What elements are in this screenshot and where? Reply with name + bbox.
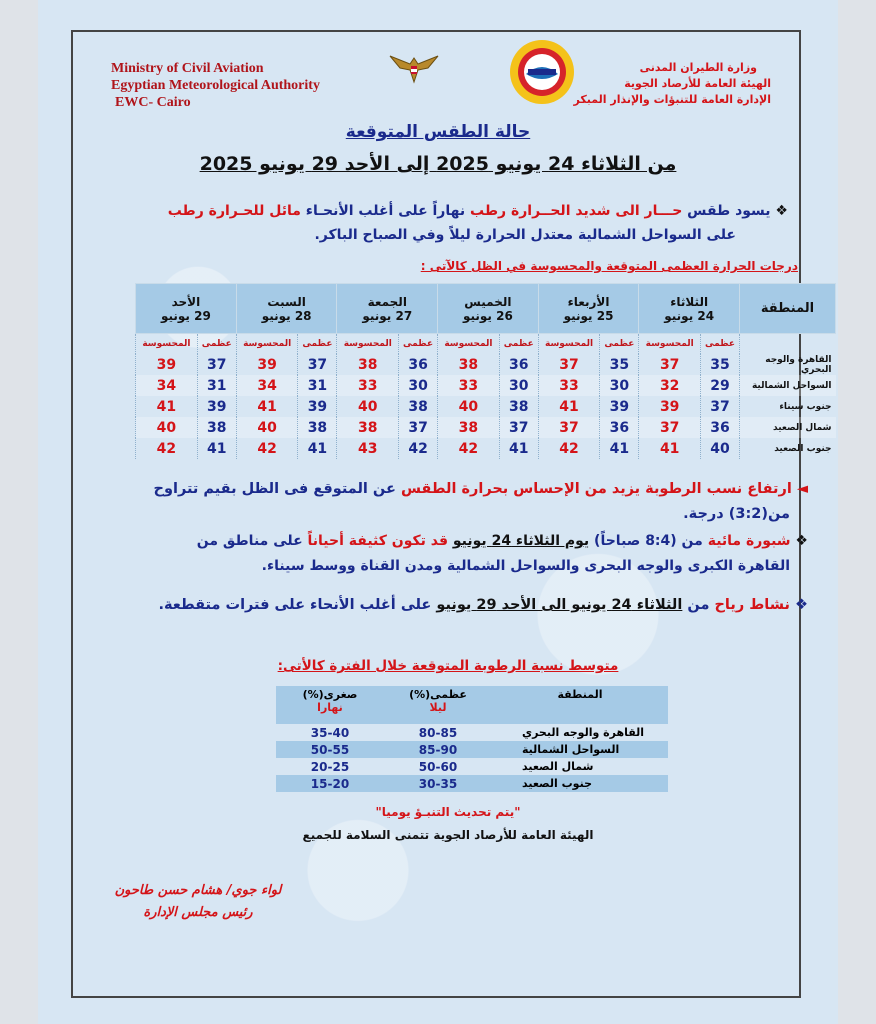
region-header: المنطقة <box>740 284 836 334</box>
fog-text: شبورة مائية <box>707 533 791 549</box>
table-cell: جنوب سيناء <box>740 396 836 417</box>
forecast-period: من الثلاثاء 24 يونيو 2025 إلى الأحد 29 يونيو 2025 <box>199 153 677 175</box>
header-ar <box>538 60 771 108</box>
table-cell: 33 <box>538 375 600 396</box>
table-cell: 42 <box>399 438 438 459</box>
table-cell: 43 <box>337 438 399 459</box>
table-cell: 38 <box>197 417 236 438</box>
table-cell: 35 <box>701 354 740 375</box>
table-cell: 40 <box>337 396 399 417</box>
table-cell: 38 <box>438 354 500 375</box>
note-text: عن المتوقع فى الظل بقيم تتراوح <box>153 481 401 497</box>
table-cell: 38 <box>499 396 538 417</box>
table-cell: 80-85 <box>418 725 458 740</box>
temperature-heading: درجات الحرارة العظمى المتوقعة والمحسوسة في الظل كالآتى : <box>420 259 798 273</box>
table-cell: 41 <box>538 396 600 417</box>
sub-feels: المحسوسة <box>538 334 600 355</box>
signature-block <box>98 880 298 924</box>
table-cell: 38 <box>399 396 438 417</box>
table-cell: 39 <box>298 396 337 417</box>
table-row <box>276 775 668 792</box>
day-header <box>639 284 740 334</box>
table-cell: 41 <box>600 438 639 459</box>
header-label: 29 يونيو <box>160 308 211 323</box>
table-row <box>276 758 668 775</box>
day-header <box>538 284 639 334</box>
bullet-text: يسود طقس <box>682 203 771 219</box>
table-cell: 15-20 <box>276 775 384 792</box>
table-cell: 39 <box>236 354 298 375</box>
fog-text: من (8:4 صباحاً) <box>589 533 708 549</box>
table-cell: 39 <box>197 396 236 417</box>
table-cell: 41 <box>639 438 701 459</box>
table-cell: جنوب الصعيد <box>492 775 668 792</box>
hum-region-header: المنطقة <box>492 686 668 724</box>
table-cell: 37 <box>639 354 701 375</box>
table-cell: 37 <box>197 354 236 375</box>
table-cell: 34 <box>136 375 198 396</box>
bullet-icon: ❖ <box>790 533 808 549</box>
header-label: ليلا <box>429 701 447 714</box>
wind-bullet <box>118 593 808 618</box>
table-cell: 39 <box>136 354 198 375</box>
bulletin-page <box>38 0 838 1024</box>
header-label: 25 يونيو <box>563 308 614 323</box>
table-cell: 40 <box>701 438 740 459</box>
header-label: الخميس <box>464 294 512 309</box>
arrow-icon: ◄ <box>791 481 808 497</box>
eagle-logo-icon <box>388 48 440 88</box>
table-cell: 40 <box>136 417 198 438</box>
header-ar-line: الإدارة العامة للتنبؤات والإنذار المبكر <box>573 93 771 106</box>
sub-max: عظمى <box>197 334 236 355</box>
note-text: من(3:2) درجة. <box>683 506 790 522</box>
sub-max: عظمى <box>701 334 740 355</box>
sub-feels: المحسوسة <box>236 334 298 355</box>
table-cell: 38 <box>438 417 500 438</box>
general-weather-bullet <box>118 199 788 247</box>
header-ar-line: وزارة الطيران المدنى <box>639 61 757 74</box>
table-cell: القاهرة والوجه البحري <box>740 354 836 375</box>
bullet-text: على السواحل الشمالية معتدل الحرارة ليلاً وفي الصباح الباكر. <box>314 227 736 243</box>
table-cell: 42 <box>236 438 298 459</box>
table-cell: 42 <box>136 438 198 459</box>
bullet-text: نهاراً على أغلب الأنحـاء <box>300 203 470 219</box>
table-cell: القاهرة والوجه البحري <box>522 726 645 739</box>
fog-text: على مناطق من <box>196 533 308 549</box>
table-cell: 35 <box>600 354 639 375</box>
humidity-note <box>118 477 808 527</box>
table-cell: 50-60 <box>418 759 458 774</box>
table-cell: شمال الصعيد <box>522 760 594 773</box>
table-cell: 36 <box>399 354 438 375</box>
table-cell: 34 <box>236 375 298 396</box>
sub-max: عظمى <box>499 334 538 355</box>
header-label: الأربعاء <box>567 294 610 309</box>
table-cell: 31 <box>197 375 236 396</box>
bullet-text: حـــار الى شديد الحــرارة رطب <box>470 203 683 219</box>
humidity-heading: متوسط نسبة الرطوبة المتوقعة خلال الفترة كالأتى: <box>277 658 619 674</box>
fog-bullet <box>118 529 808 579</box>
table-cell: 33 <box>438 375 500 396</box>
signature-name: لواء جوي/ هشام حسن طاحون <box>114 883 282 898</box>
table-row <box>136 438 836 459</box>
sub-feels: المحسوسة <box>438 334 500 355</box>
table-cell: 30 <box>499 375 538 396</box>
wind-text: الثلاثاء 24 يونيو الى الأحد 29 يونيو <box>436 597 683 613</box>
sub-feels: المحسوسة <box>136 334 198 355</box>
header-label: 28 يونيو <box>261 308 312 323</box>
update-note: "يتم تحديث التنبـؤ يوميا" <box>375 805 521 819</box>
table-cell <box>740 334 836 355</box>
table-cell: 39 <box>639 396 701 417</box>
table-cell: 37 <box>298 354 337 375</box>
sub-feels: المحسوسة <box>639 334 701 355</box>
day-header <box>136 284 237 334</box>
table-cell: 38 <box>298 417 337 438</box>
header-label: الأحد <box>171 294 201 309</box>
header-label: 24 يونيو <box>664 308 715 323</box>
wind-text: من <box>682 597 715 613</box>
table-row <box>136 396 836 417</box>
humidity-table <box>276 686 668 792</box>
header-label: عظمى(%) <box>409 688 467 701</box>
header-label: الثلاثاء <box>670 294 709 309</box>
table-cell: 41 <box>136 396 198 417</box>
table-cell: 35-40 <box>310 725 350 740</box>
header-en-line: Egyptian Meteorological Authority <box>111 78 320 93</box>
table-cell: 39 <box>600 396 639 417</box>
header-en <box>111 60 320 111</box>
fog-text: قد تكون كثيفة أحياناً <box>307 533 453 549</box>
table-cell: 33 <box>337 375 399 396</box>
table-row <box>136 375 836 396</box>
table-cell: 36 <box>701 417 740 438</box>
table-cell: 30 <box>600 375 639 396</box>
table-cell: 36 <box>499 354 538 375</box>
table-cell: 20-25 <box>310 759 350 774</box>
table-cell: 42 <box>538 438 600 459</box>
table-cell: 40 <box>236 417 298 438</box>
hum-max-header <box>384 686 492 724</box>
table-cell: 37 <box>538 354 600 375</box>
table-cell: 38 <box>337 417 399 438</box>
table-cell: 42 <box>438 438 500 459</box>
table-cell: السواحل الشمالية <box>492 741 668 758</box>
sub-header-row <box>136 334 836 355</box>
bullet-text: مائل للحـرارة رطب <box>167 203 301 219</box>
table-cell: 38 <box>337 354 399 375</box>
fog-text: القاهرة الكبرى والوجه البحرى والسواحل الشمالية ومدن القناة ووسط سيناء. <box>261 558 790 574</box>
table-cell: 41 <box>298 438 337 459</box>
table-cell: 37 <box>538 417 600 438</box>
table-cell: 41 <box>197 438 236 459</box>
table-cell: 29 <box>701 375 740 396</box>
header-label: السبت <box>267 294 306 309</box>
header-ar-line: الهيئة العامة للأرصاد الجوية <box>624 77 771 90</box>
header-label: نهارا <box>317 701 343 714</box>
table-row <box>276 724 668 741</box>
sub-max: عظمى <box>399 334 438 355</box>
header-label: الجمعة <box>367 294 407 309</box>
bullet-icon: ❖ <box>770 203 788 219</box>
hum-min-header <box>276 686 384 724</box>
table-cell: 41 <box>499 438 538 459</box>
day-header <box>337 284 438 334</box>
signature-title: رئيس مجلس الإدارة <box>143 905 253 920</box>
wind-text: نشاط رياح <box>714 597 790 613</box>
table-cell: 85-90 <box>384 741 492 758</box>
table-row <box>136 354 836 375</box>
sub-feels: المحسوسة <box>337 334 399 355</box>
closing-line: الهيئة العامة للأرصاد الجوية تتمنى السلامة للجميع <box>302 828 594 842</box>
table-cell: 37 <box>399 417 438 438</box>
sub-max: عظمى <box>600 334 639 355</box>
fog-text: يوم الثلاثاء 24 يونيو <box>452 533 590 549</box>
day-header <box>438 284 539 334</box>
table-cell: جنوب الصعيد <box>740 438 836 459</box>
table-cell: 40 <box>438 396 500 417</box>
table-cell: السواحل الشمالية <box>740 375 836 396</box>
table-cell: 37 <box>499 417 538 438</box>
table-cell: 41 <box>236 396 298 417</box>
temperature-table <box>135 283 836 459</box>
header-label: 27 يونيو <box>362 308 413 323</box>
table-row <box>276 741 668 758</box>
day-header <box>236 284 337 334</box>
header-en-line: EWC- Cairo <box>115 95 191 110</box>
table-cell: 32 <box>639 375 701 396</box>
note-text: ارتفاع نسب الرطوبة يزيد من الإحساس بحرارة الطقس <box>400 481 792 497</box>
wind-text: على أغلب الأنحاء على فترات متقطعة. <box>158 597 437 613</box>
table-cell: 30-35 <box>384 775 492 792</box>
table-cell: 31 <box>298 375 337 396</box>
table-cell: 37 <box>639 417 701 438</box>
header-label: 26 يونيو <box>462 308 513 323</box>
table-cell: 37 <box>701 396 740 417</box>
table-row <box>136 417 836 438</box>
table-cell: شمال الصعيد <box>740 417 836 438</box>
table-cell: 30 <box>399 375 438 396</box>
header-en-line: Ministry of Civil Aviation <box>111 61 264 76</box>
header-label: صغرى(%) <box>302 688 358 701</box>
sub-max: عظمى <box>298 334 337 355</box>
bullet-icon: ❖ <box>789 597 808 613</box>
table-cell: 36 <box>600 417 639 438</box>
page-title: حالة الطقس المتوقعة <box>345 122 531 142</box>
table-cell: 50-55 <box>276 741 384 758</box>
